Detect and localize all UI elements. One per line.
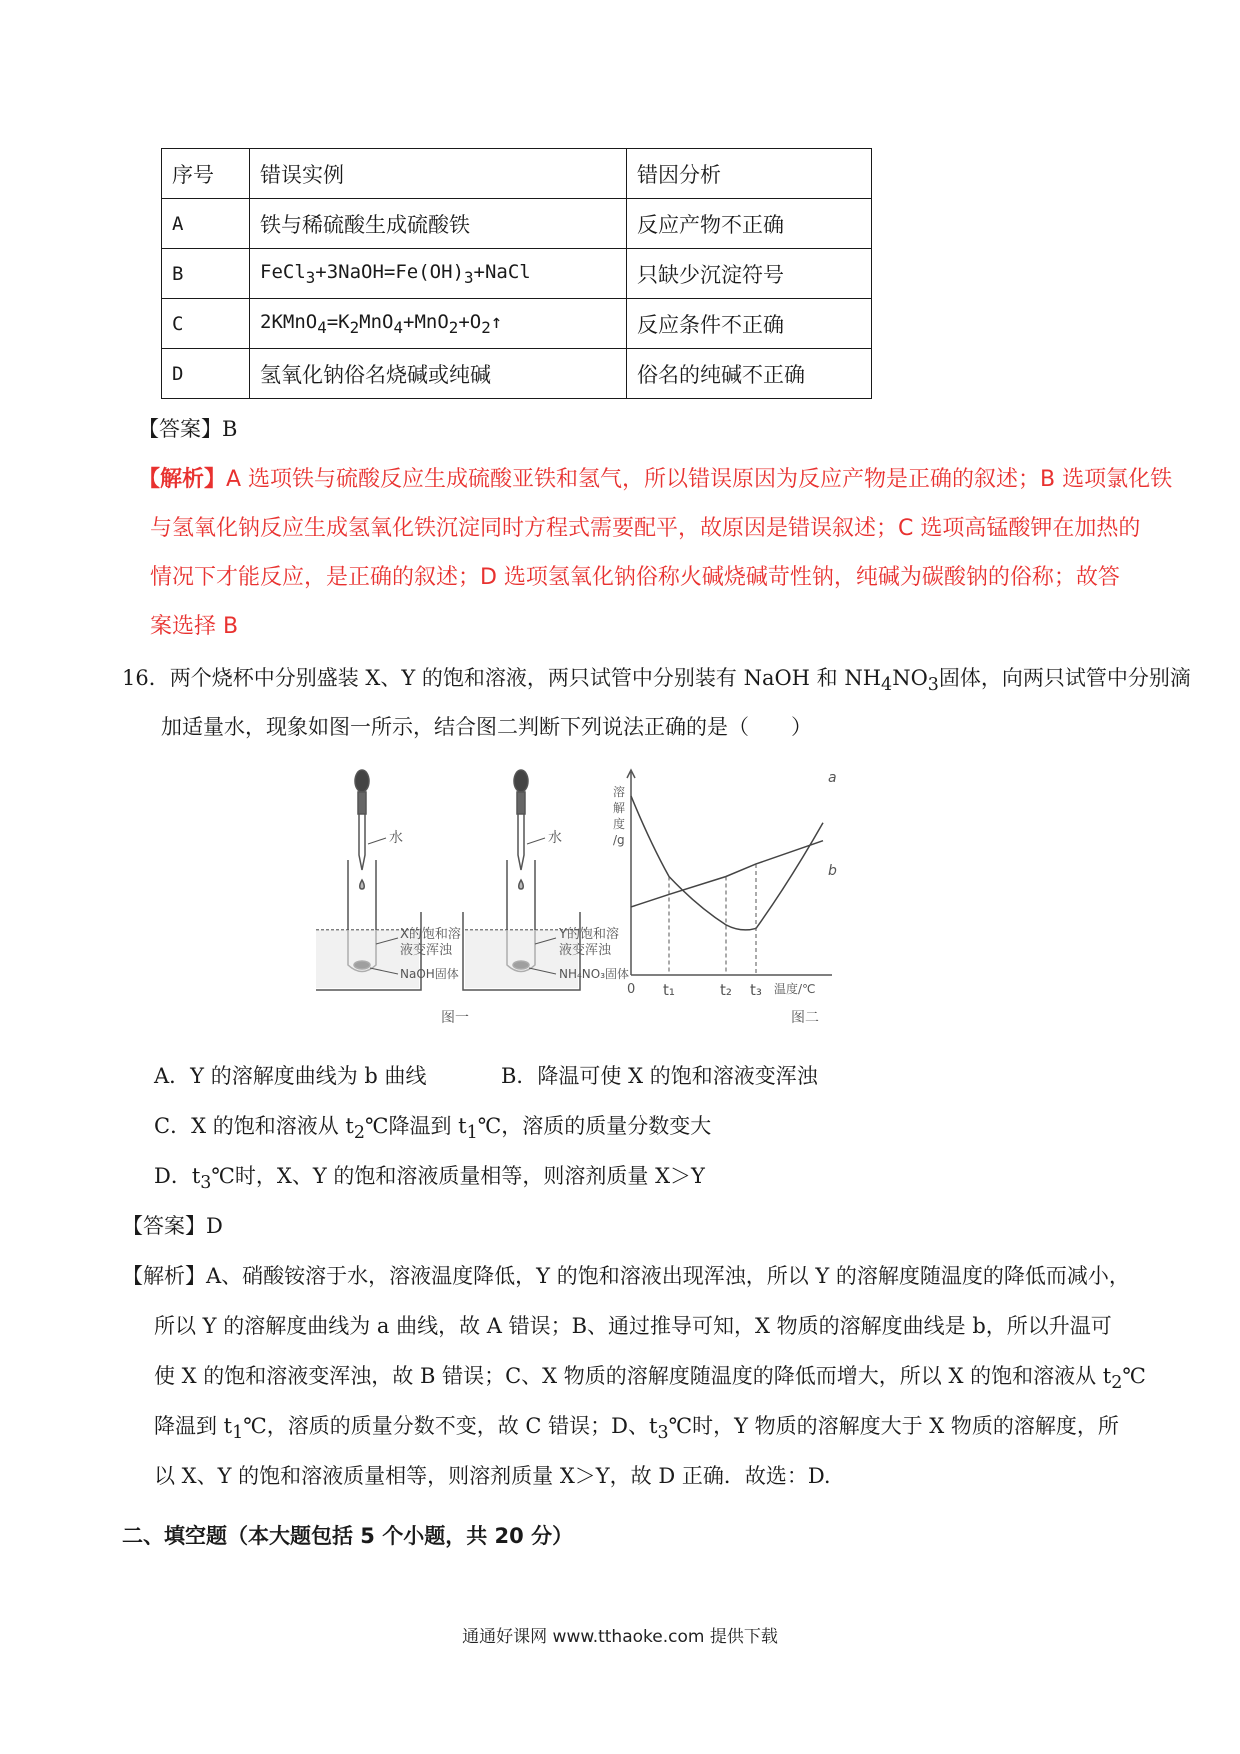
y-axis-label-char: 度 — [613, 817, 626, 831]
row-example: 铁与稀硫酸生成硫酸铁 — [250, 199, 627, 249]
y-axis-label-char: /g — [613, 833, 625, 847]
analysis-text: A 选项铁与硫酸反应生成硫酸亚铁和氢气，所以错误原因为反应产物是正确的叙述；B 选项氯化铁 — [226, 467, 1173, 492]
x-tick-label: t₃ — [750, 981, 762, 999]
answer-1 — [138, 413, 237, 443]
analysis-2-line-1 — [122, 1260, 1130, 1290]
table-row — [162, 199, 872, 249]
dropper-1 — [355, 770, 369, 889]
figure-2-caption: 图二 — [791, 1010, 819, 1026]
analysis-1-line-3: 情况下才能反应，是正确的叙述；D 选项氢氧化钠俗称火碱烧碱苛性钠，纯碱为碳酸钠的俗称；故答 — [150, 565, 1120, 590]
table-row — [162, 299, 872, 349]
curve-a-label: a — [828, 770, 837, 786]
option-text: C．X 的饱和溶液从 t — [154, 1114, 354, 1138]
origin-label: 0 — [627, 982, 636, 997]
analysis-text: ℃时，Y 物质的溶解度大于 X 物质的溶解度，所 — [668, 1414, 1119, 1438]
beaker-1-label-line-2: 液变浑浊 — [400, 943, 453, 958]
formula-subscript: 2 — [481, 317, 491, 337]
subscript: 2 — [1111, 1373, 1123, 1394]
subscript: 2 — [353, 1123, 365, 1144]
analysis-1-line-2: 与氢氧化钠反应生成氢氧化铁沉淀同时方程式需要配平，故原因是错误叙述；C 选项高锰酸钾在加热的 — [150, 516, 1141, 541]
analysis-2-line-4 — [154, 1410, 1119, 1443]
analysis-text: ℃，溶质的质量分数不变，故 C 错误；D、t — [243, 1414, 658, 1438]
formula-part: =K — [326, 310, 350, 333]
header-analysis: 错因分析 — [627, 149, 872, 199]
question-number: 16． — [122, 666, 170, 690]
row-example: 氢氧化钠俗名烧碱或纯碱 — [250, 349, 627, 399]
curve-b — [631, 841, 823, 907]
section-2-heading: 二、填空题（本大题包括 5 个小题，共 20 分） — [122, 1524, 574, 1548]
row-id: D — [162, 349, 250, 399]
row-id: B — [162, 249, 250, 299]
question-text: 两个烧杯中分别盛装 X、Y 的饱和溶液，两只试管中分别装有 NaOH 和 NH — [169, 666, 882, 690]
row-analysis: 反应产物不正确 — [627, 199, 872, 249]
formula-part: MnO — [359, 310, 394, 333]
row-analysis: 反应条件不正确 — [627, 299, 872, 349]
analysis-2-line-5: 以 X、Y 的饱和溶液质量相等，则溶剂质量 X＞Y，故 D 正确．故选：D. — [154, 1464, 831, 1488]
dropper-2 — [514, 770, 528, 889]
table-header-row — [162, 149, 872, 199]
option-text: ℃降温到 t — [364, 1114, 467, 1138]
formula-subscript: 2 — [349, 317, 360, 337]
formula-subscript: 3 — [305, 267, 316, 287]
error-analysis-table — [161, 148, 872, 399]
option-c — [154, 1110, 711, 1143]
option-d — [154, 1160, 705, 1193]
option-text: ℃，溶质的质量分数变大 — [477, 1114, 712, 1138]
analysis-text: 使 X 的饱和溶液变浑浊，故 B 错误；C、X 物质的溶解度随温度的降低而增大，所以 X 的饱和溶液从 t — [154, 1364, 1112, 1388]
curve-b-label: b — [828, 863, 837, 879]
beaker-1-label-line-1: X的饱和溶 — [400, 927, 461, 942]
solubility-chart — [613, 770, 837, 999]
analysis-2-line-3 — [154, 1360, 1146, 1393]
question-16-line-1 — [122, 662, 1191, 695]
table-row — [162, 349, 872, 399]
option-text: D．t — [154, 1164, 201, 1188]
option-text: ℃时，X、Y 的饱和溶液质量相等，则溶剂质量 X＞Y — [211, 1164, 705, 1188]
row-id: C — [162, 299, 250, 349]
subscript: 1 — [466, 1123, 478, 1144]
header-index: 序号 — [162, 149, 250, 199]
answer-label: 【答案】 — [138, 417, 222, 441]
formula-part: +O — [458, 310, 482, 333]
analysis-label: 【解析】 — [122, 1264, 206, 1288]
analysis-1-line-4: 案选择 B — [150, 614, 239, 639]
row-example-formula — [250, 249, 627, 299]
curve-a — [631, 796, 823, 930]
subscript: 1 — [232, 1423, 244, 1444]
row-analysis: 只缺少沉淀符号 — [627, 249, 872, 299]
formula-subscript: 3 — [927, 675, 939, 696]
header-example: 错误实例 — [250, 149, 627, 199]
answer-2 — [122, 1210, 223, 1240]
option-b: B．降温可使 X 的饱和溶液变浑浊 — [501, 1064, 818, 1088]
formula-subscript: 3 — [464, 267, 474, 287]
answer-value: D — [206, 1214, 223, 1238]
page-footer: 通通好课网 www.tthaoke.com 提供下载 — [462, 1627, 778, 1647]
formula-part: +3NaOH=Fe(OH) — [315, 260, 465, 283]
table-row — [162, 249, 872, 299]
formula-subscript: 4 — [881, 675, 893, 696]
beaker-2-label-line-1: Y的饱和溶 — [559, 927, 619, 942]
analysis-text: A、硝酸铵溶于水，溶液温度降低，Y 的饱和溶液出现浑浊，所以 Y 的溶解度随温度的降低而减小， — [206, 1264, 1130, 1288]
water-label-1: 水 — [389, 830, 403, 846]
x-tick-label: t₂ — [720, 981, 732, 999]
formula-part: +MnO — [403, 310, 449, 333]
formula-part: FeCl — [260, 260, 306, 283]
formula-subscript: 4 — [393, 317, 404, 337]
option-a: A．Y 的溶解度曲线为 b 曲线 — [154, 1064, 427, 1088]
answer-value: B — [222, 417, 238, 441]
y-axis-label-char: 溶 — [613, 785, 626, 799]
x-tick-label: t₁ — [663, 981, 675, 999]
experiment-figure — [316, 760, 916, 1030]
formula-part: +NaCl — [473, 260, 531, 283]
row-example-formula — [250, 299, 627, 349]
beaker-2-label-line-2: 液变浑浊 — [559, 943, 612, 958]
formula-subscript: 2 — [448, 317, 459, 337]
analysis-2-line-2: 所以 Y 的溶解度曲线为 a 曲线，故 A 错误；B、通过推导可知，X 物质的溶解度曲线是 b，所以升温可 — [154, 1314, 1112, 1338]
figure-1-caption: 图一 — [441, 1010, 469, 1026]
subscript: 3 — [657, 1423, 669, 1444]
water-label-2: 水 — [548, 830, 562, 846]
formula-part: 2KMnO — [260, 310, 318, 333]
question-text: 固体，向两只试管中分别滴 — [938, 666, 1191, 690]
row-analysis: 俗名的纯碱不正确 — [627, 349, 872, 399]
row-id: A — [162, 199, 250, 249]
formula-part: ↑ — [490, 310, 503, 333]
naoh-solid-label: NaOH固体 — [400, 967, 459, 981]
y-axis-label-char: 解 — [613, 801, 626, 815]
question-16-line-2: 加适量水，现象如图一所示，结合图二判断下列说法正确的是（ ） — [161, 715, 812, 739]
question-text: NO — [892, 666, 928, 690]
analysis-text: 降温到 t — [154, 1414, 233, 1438]
nh4no3-solid-label: NH₄NO₃固体 — [559, 967, 630, 981]
analysis-label: 【解析】 — [138, 467, 227, 492]
analysis-text: ℃ — [1122, 1364, 1146, 1388]
answer-label: 【答案】 — [122, 1214, 206, 1238]
analysis-1-line-1 — [138, 462, 1172, 493]
x-axis-label: 温度/℃ — [774, 982, 816, 996]
subscript: 3 — [200, 1173, 212, 1194]
formula-subscript: 4 — [317, 317, 327, 337]
